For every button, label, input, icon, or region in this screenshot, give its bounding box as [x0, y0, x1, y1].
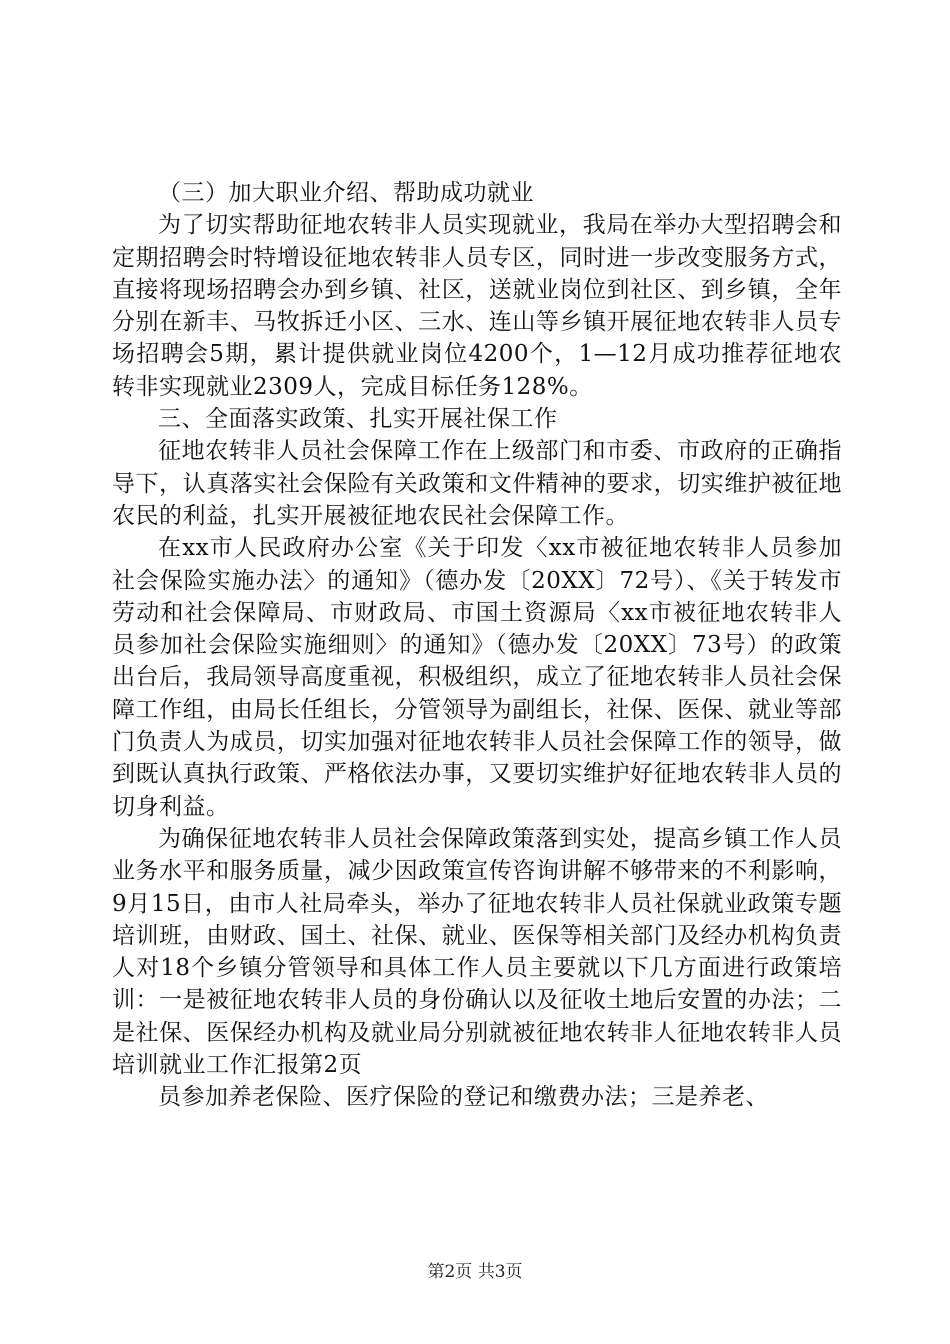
document-body: [112, 177, 842, 1114]
section-heading-social-security: 三、全面落实政策、扎实开展社保工作: [158, 406, 558, 433]
paragraph-training: 为确保征地农转非人员社会保障政策落到实处，提高乡镇工作人员业务水平和服务质量，减少因政策宣传咨询讲解不够带来的不利影响，9月15日，由市人社局牵头，举办了征地农转非人员社保就业政策专题培训班，由财政、国土、社保、就业、医保等相关部门及经办机构负责人对18个乡镇分管领导和具体工作人员主要就以下几方面进行政策培训：一是被征地农转非人员的身份确认以及征收土地后安置的办法；二是社保、医保经办机构及就业局分别就被征地农转非人征地农转非人员培训就业工作汇报第2页: [112, 825, 842, 1079]
paragraph-job-placement: 为了切实帮助征地农转非人员实现就业，我局在举办大型招聘会和定期招聘会时特增设征地农转非人员专区，同时进一步改变服务方式，直接将现场招聘会办到乡镇、社区，送就业岗位到社区、到乡镇，全年分别在新丰、马牧拆迁小区、三水、连山等乡镇开展征地农转非人员专场招聘会5期，累计提供就业岗位4200个，1—12月成功推荐征地农转非实现就业2309人，完成目标任务128%。: [112, 212, 842, 400]
paragraph-policy-implementation: 在xx市人民政府办公室《关于印发〈xx市被征地农转非人员参加社会保险实施办法〉的通知》（德办发〔20XX〕72号）、《关于转发市劳动和社会保障局、市财政局、市国土资源局〈xx市被征地农转非人员参加社会保险实施细则〉的通知》（德办发〔20XX〕73号）的政策出台后，我局领导高度重视，积极组织，成立了征地农转非人员社会保障工作组，由局长任组长，分管领导为副组长，社保、医保、就业等部门负责人为成员，切实加强对征地农转非人员社会保障工作的领导，做到既认真执行政策、严格依法办事，又要切实维护好征地农转非人员的切身利益。: [112, 535, 842, 820]
section-heading-job-placement: （三）加大职业介绍、帮助成功就业: [158, 180, 534, 206]
paragraph-continuation: 员参加养老保险、医疗保险的登记和缴费办法；三是养老、: [158, 1084, 769, 1111]
page-number-footer: 第2页 共3页: [427, 1262, 523, 1282]
paragraph-social-security-intro: 征地农转非人员社会保障工作在上级部门和市委、市政府的正确指导下，认真落实社会保险有关政策和文件精神的要求，切实维护被征地农民的利益，扎实开展被征地农民社会保障工作。: [112, 438, 842, 529]
